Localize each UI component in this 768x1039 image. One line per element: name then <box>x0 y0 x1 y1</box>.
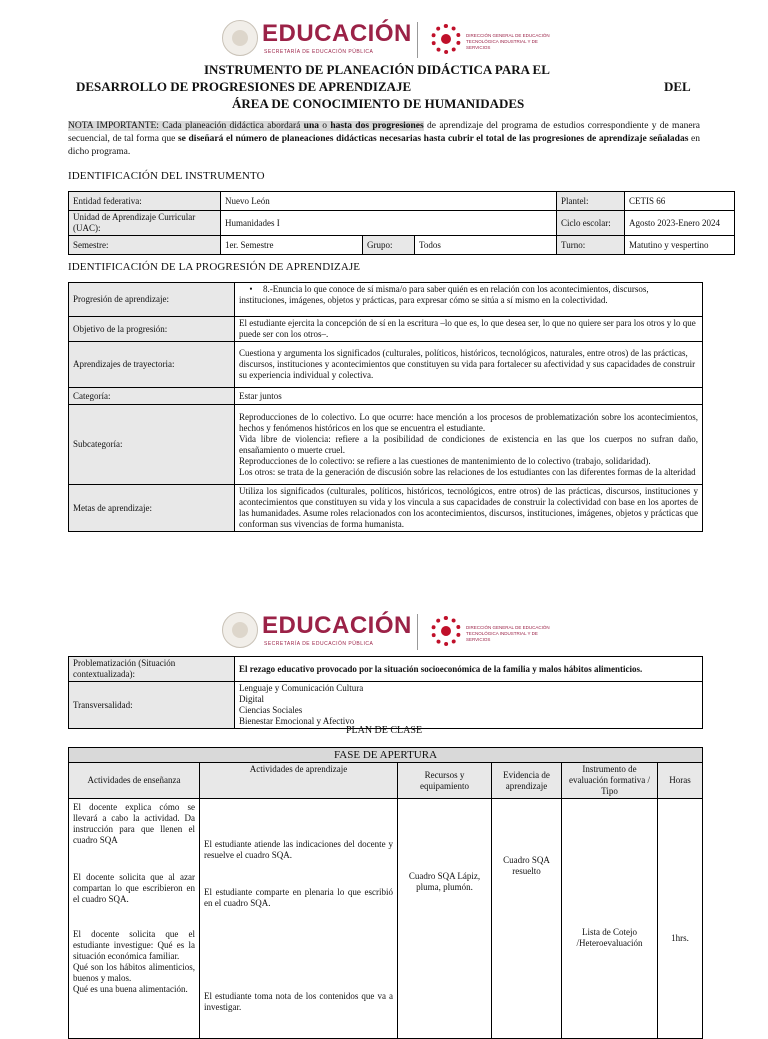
problematizacion-label: Problematización (Situación contextualizada): <box>69 657 235 682</box>
doc-title-line2-right: DEL <box>664 79 691 94</box>
turno-label: Turno: <box>557 236 625 255</box>
uac-label: Unidad de Aprendizaje Curricular (UAC): <box>69 211 221 236</box>
transversalidad-item: Ciencias Sociales <box>239 705 303 715</box>
aprendizaje-item-3: El estudiante toma nota de los contenidos que va a investigar. <box>204 991 393 1012</box>
ident-progresion-table <box>68 282 703 532</box>
transversalidad-item: Digital <box>239 694 264 704</box>
uac-value: Humanidades I <box>221 211 557 236</box>
doc-title-line1: INSTRUMENTO DE PLANEACIÓN DIDÁCTICA PARA EL <box>204 62 550 77</box>
objetivo-value: El estudiante ejercita la concepción de sí en la escritura –lo que es, lo que desea ser, lo que no quiere ser para los otros y lo que puede ser con los otros–. <box>235 317 703 342</box>
ciclo-label: Ciclo escolar: <box>557 211 625 236</box>
progresion-value: 8.-Enuncia lo que conoce de sí misma/o para saber quién es en relación con los acontecimientos, discursos, instituciones, imágenes, objetos y prácticas, para expresar cómo se sitúa a sí mismo en la colectividad. <box>239 284 649 305</box>
header-recursos: Recursos y equipamiento <box>398 763 492 799</box>
ident-progresion-heading: IDENTIFICACIÓN DE LA PROGRESIÓN DE APRENDIZAJE <box>68 261 361 273</box>
educacion-logo-subtitle: SECRETARÍA DE EDUCACIÓN PÚBLICA <box>264 641 374 647</box>
header-ensenanza: Actividades de enseñanza <box>69 763 200 799</box>
categoria-value: Estar juntos <box>235 388 703 405</box>
dgeti-logo-text: DIRECCIÓN GENERAL DE EDUCACIÓN TECNOLÓGICA INDUSTRIAL Y DE SERVICIOS <box>466 33 550 50</box>
semestre-value: 1er. Semestre <box>221 236 363 255</box>
trayectoria-value: Cuestiona y argumenta los significados (culturales, políticos, históricos, tecnológicos, naturales, entre otros) de las prácticas, discursos, instituciones y acontecimientos que constituyen su vida para fortalecer su afectividad y sus capacidades de construir su experiencia individual y colectiva. <box>235 342 703 388</box>
important-note <box>68 120 700 159</box>
subcategoria-p2: Vida libre de violencia: refiere a la posibilidad de condiciones de existencia en las que los cuerpos no sufran daño, ensañamiento o muerte cruel. <box>239 433 698 455</box>
subcategoria-p4: Los otros: se trata de la generación de discusión sobre las relaciones de los estudiantes con las diferentes formas de la alteridad <box>239 466 696 477</box>
aprendizaje-item-1: El estudiante atiende las indicaciones del docente y resuelve el cuadro SQA. <box>204 839 393 860</box>
header-instrumento: Instrumento de evaluación formativa / Tipo <box>562 763 658 799</box>
header-evidencia: Evidencia de aprendizaje <box>492 763 562 799</box>
logo-divider <box>417 614 418 650</box>
dgeti-logo-text: DIRECCIÓN GENERAL DE EDUCACIÓN TECNOLÓGICA INDUSTRIAL Y DE SERVICIOS <box>466 625 550 642</box>
note-text-a: NOTA IMPORTANTE: Cada planeación didáctica abordará <box>68 121 304 131</box>
problematizacion-table <box>68 656 703 729</box>
dgeti-gear-icon <box>431 616 461 646</box>
note-text-g: en dicho programa. <box>68 134 701 157</box>
transversalidad-label: Transversalidad: <box>69 682 235 729</box>
subcategoria-p3: Reproducciones de lo colectivo: se refiere a las cuestiones de mantenimiento de lo colectivo (trabajo, solidaridad). <box>239 455 651 466</box>
recursos-value: Cuadro SQA Lápiz, pluma, plumón. <box>398 799 492 1039</box>
subcategoria-cell <box>235 405 703 485</box>
doc-title-line2-left: DESARROLLO DE PROGRESIONES DE APRENDIZAJE <box>76 79 412 94</box>
doc-title-line3: ÁREA DE CONOCIMIENTO DE HUMANIDADES <box>232 96 525 111</box>
ident-instrumento-heading: IDENTIFICACIÓN DEL INSTRUMENTO <box>68 170 265 182</box>
grupo-label: Grupo: <box>363 236 415 255</box>
ciclo-value: Agosto 2023-Enero 2024 <box>625 211 735 236</box>
semestre-label: Semestre: <box>69 236 221 255</box>
mexico-seal-icon <box>222 612 258 648</box>
instrumento-value: Lista de Cotejo /Heteroevaluación <box>562 799 658 1039</box>
grupo-value: Todos <box>415 236 557 255</box>
header-horas: Horas <box>658 763 703 799</box>
bullet-icon: • <box>249 284 253 294</box>
fase-apertura-table <box>68 747 703 1039</box>
aprendizaje-item-2: El estudiante comparte en plenaria lo que escribió en el cuadro SQA. <box>204 887 393 908</box>
categoria-label: Categoría: <box>69 388 235 405</box>
dgeti-gear-icon <box>431 24 461 54</box>
metas-label: Metas de aprendizaje: <box>69 485 235 532</box>
plantel-value: CETIS 66 <box>625 192 735 211</box>
note-text-e: de aprendizaje del programa de estudios correspondiente y de manera secuencial, de tal forma que <box>68 121 701 144</box>
logo-divider <box>417 22 418 58</box>
ensenanza-cell <box>69 799 200 1039</box>
mexico-seal-icon <box>222 20 258 56</box>
educacion-logo-title: EDUCACIÓN <box>262 20 412 47</box>
ensenanza-item-2: El docente solicita que al azar compartan lo que escribieron en el cuadro SQA. <box>73 872 195 904</box>
subcategoria-p1: Reproducciones de lo colectivo. Lo que ocurre: hace mención a los procesos de problematización sobre los acontecimientos, hechos y fenómenos históricos en los que se encuentra el estudiante. <box>239 411 698 433</box>
note-text-d: hasta dos progresiones <box>330 121 424 131</box>
ident-instrumento-table <box>68 191 735 255</box>
transversalidad-cell <box>235 682 703 729</box>
ensenanza-item-5: Qué es una buena alimentación. <box>73 984 188 994</box>
note-text-c: o <box>318 121 331 131</box>
ensenanza-item-4: Qué son los hábitos alimenticios, buenos y malos. <box>73 962 195 983</box>
progresion-value-cell <box>235 283 703 317</box>
trayectoria-label: Aprendizajes de trayectoria: <box>69 342 235 388</box>
ensenanza-item-3: El docente solicita que el estudiante investigue: Qué es la situación económica familiar. <box>73 929 195 961</box>
progresion-label: Progresión de aprendizaje: <box>69 283 235 317</box>
entidad-label: Entidad federativa: <box>69 192 221 211</box>
subcategoria-label: Subcategoría: <box>69 405 235 485</box>
transversalidad-item: Bienestar Emocional y Afectivo <box>239 716 355 726</box>
ensenanza-item-1: El docente explica cómo se llevará a cabo la actividad. Da instrucción para que llenen el cuadro SQA <box>73 802 195 845</box>
entidad-value: Nuevo León <box>221 192 557 211</box>
problematizacion-value: El rezago educativo provocado por la situación socioeconómica de la familia y malos hábitos alimenticios. <box>235 657 703 682</box>
page1-header <box>0 10 768 64</box>
plan-de-clase-label: PLAN DE CLASE <box>345 725 423 736</box>
objetivo-label: Objetivo de la progresión: <box>69 317 235 342</box>
plantel-label: Plantel: <box>557 192 625 211</box>
note-text-f: se diseñará el número de planeaciones didácticas necesarias hasta cubrir el total de las progresiones de aprendizaje señaladas <box>177 134 689 144</box>
page2-header <box>0 602 768 656</box>
fase-apertura-title: FASE DE APERTURA <box>69 748 703 763</box>
educacion-logo-subtitle: SECRETARÍA DE EDUCACIÓN PÚBLICA <box>264 49 374 55</box>
metas-value: Utiliza los significados (culturales, políticos, históricos, tecnológicos, entre otros) de las prácticas, discursos, instituciones y acontecimientos que constituyen su vida y los vincula a sus capacidades de construir la colectividad con base en los aportes de las humanidades. Asume roles relacionados con los acontecimientos, discursos, instituciones, imágenes, objetos y prácticas que conforman sus vivencias de forma humanista. <box>235 485 703 532</box>
header-aprendizaje: Actividades de aprendizaje <box>200 763 398 799</box>
aprendizaje-cell <box>200 799 398 1039</box>
note-text-b: una <box>303 121 319 131</box>
turno-value: Matutino y vespertino <box>625 236 735 255</box>
evidencia-value: Cuadro SQA resuelto <box>492 799 562 1039</box>
horas-value: 1hrs. <box>658 799 703 1039</box>
transversalidad-item: Lenguaje y Comunicación Cultura <box>239 683 364 693</box>
educacion-logo-title: EDUCACIÓN <box>262 612 412 639</box>
